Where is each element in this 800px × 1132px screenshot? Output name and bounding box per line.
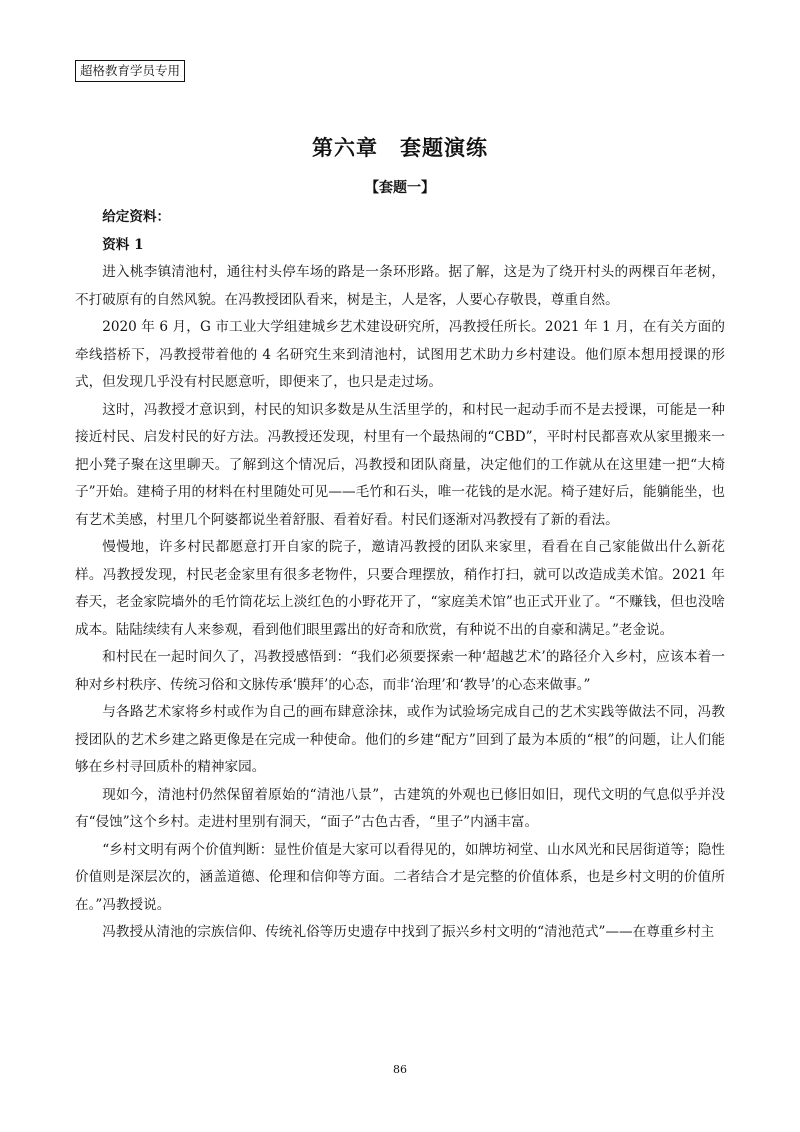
paragraph: 和村民在一起时间久了，冯教授感悟到：“我们必须要探索一种‘超越艺术’的路径介入乡村，应该本着一种对乡村秩序、传统习俗和文脉传承‘膜拜’的心态，而非‘治理’和‘教导’的心态来做事。” [75, 649, 725, 693]
paragraph: 这时，冯教授才意识到，村民的知识多数是从生活里学的，和村民一起动手而不是去授课，可能是一种接近村民、启发村民的好方法。冯教授还发现，村里有一个最热闹的“CBD”，平时村民都喜欢从家里搬来一把小凳子聚在这里聊天。了解到这个情况后，冯教授和团队商量，决定他们的工作就从在这里建一把“大椅子”开始。建椅子用的材料在村里随处可见——毛竹和石头，唯一花钱的是水泥。椅子建好后，能躺能坐，也有艺术美感，村里几个阿婆都说坐着舒服、看着好看。村民们逐渐对冯教授有了新的看法。 [75, 401, 725, 528]
header-tag: 超格教育学员专用 [75, 60, 185, 82]
paragraph: 现如今，清池村仍然保留着原始的“清池八景”，古建筑的外观也已修旧如旧，现代文明的气息似乎并没有“侵蚀”这个乡村。走进村里别有洞天，“面子”古色古香，“里子”内涵丰富。 [75, 786, 725, 830]
section-subtitle: 【套题一】 [365, 180, 435, 196]
paragraph: 冯教授从清池的宗族信仰、传统礼俗等历史遗存中找到了振兴乡村文明的“清池范式”——在尊重乡村主 [102, 924, 715, 940]
given-materials-label: 给定资料： [102, 209, 171, 225]
document-body [75, 204, 725, 947]
paragraph: 慢慢地，许多村民都愿意打开自家的院子，邀请冯教授的团队来家里，看看在自己家能做出什么新花样。冯教授发现，村民老金家里有很多老物件，只要合理摆放，稍作打扫，就可以改造成美术馆。2021 年春天，老金家院墙外的毛竹筒花坛上淡红色的小野花开了，“家庭美术馆”也正式开业了。“不赚钱，但也没啥成本。陆陆续续有人来参观，看到他们眼里露出的好奇和欣赏，有种说不出的自豪和满足。”老金说。 [75, 539, 725, 638]
page-number: 86 [393, 1063, 407, 1076]
paragraph: 进入桃李镇清池村，通往村头停车场的路是一条环形路。据了解，这是为了绕开村头的两棵百年老树，不打破原有的自然风貌。在冯教授团队看来，树是主，人是客，人要心存敬畏，尊重自然。 [75, 264, 725, 308]
paragraph: 2020 年 6 月，G 市工业大学组建城乡艺术建设研究所，冯教授任所长。2021 年 1 月，在有关方面的牵线搭桥下，冯教授带着他的 4 名研究生来到清池村，试图用艺术助力乡村建设。他们原本想用授课的形式，但发现几乎没有村民愿意听，即便来了，也只是走过场。 [75, 319, 725, 390]
paragraph: 与各路艺术家将乡村或作为自己的画布肆意涂抹，或作为试验场完成自己的艺术实践等做法不同，冯教授团队的艺术乡建之路更像是在完成一种使命。他们的乡建“配方”回到了最为本质的“根”的问题，让人们能够在乡村寻回质朴的精神家园。 [75, 704, 725, 775]
page-title: 第六章 套题演练 [312, 135, 488, 160]
material-label: 资料 1 [102, 236, 144, 253]
paragraph: “乡村文明有两个价值判断：显性价值是大家可以看得见的，如牌坊祠堂、山水风光和民居街道等；隐性价值则是深层次的，涵盖道德、伦理和信仰等方面。二者结合才是完整的价值体系，也是乡村文明的价值所在。”冯教授说。 [75, 841, 725, 913]
